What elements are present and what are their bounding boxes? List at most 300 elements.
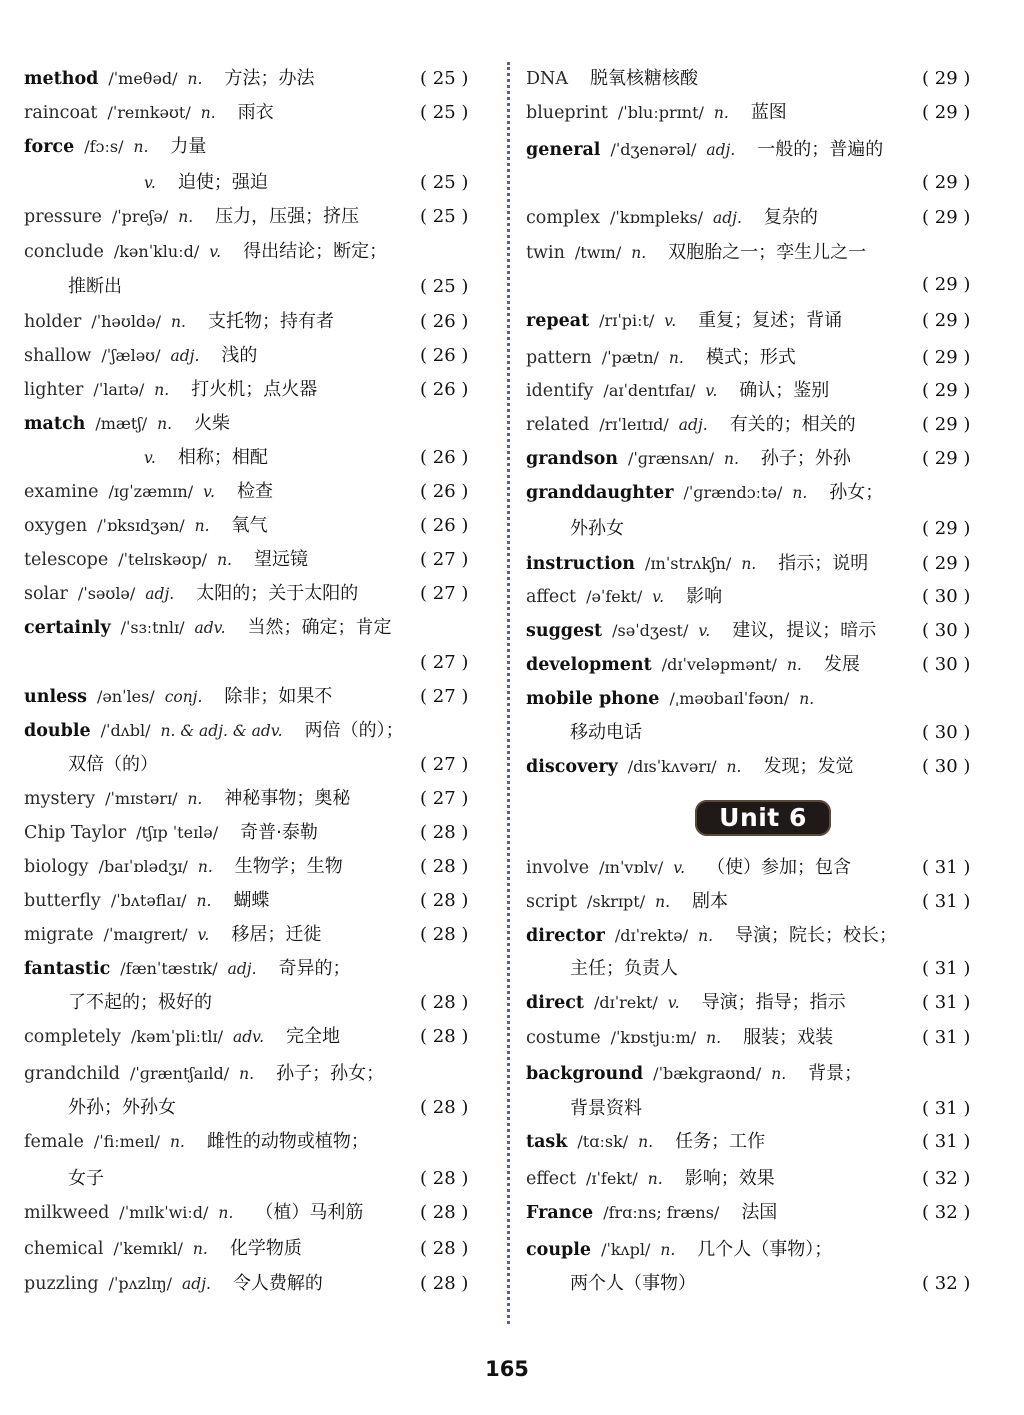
part-of-speech: adj.	[227, 960, 257, 978]
chinese-meaning: 压力，压强；挤压	[215, 206, 360, 227]
chinese-meaning: 任务；工作	[675, 1131, 766, 1152]
headword: unless	[24, 687, 87, 707]
vocab-entry	[24, 509, 268, 543]
part-of-speech: n.	[698, 927, 714, 945]
phonetic: /ˈlaɪtə/	[93, 380, 145, 399]
vocab-entry	[24, 952, 351, 986]
vocab-entry	[24, 577, 358, 611]
part-of-speech: v.	[209, 243, 222, 261]
headword: costume	[526, 1028, 601, 1048]
vocab-entry	[526, 374, 829, 408]
headword: chemical	[24, 1239, 104, 1259]
chinese-meaning: 打火机；点火器	[191, 379, 318, 400]
chinese-meaning: 检查	[236, 481, 273, 502]
phonetic: /ˈdʒenərəl/	[610, 140, 697, 159]
chinese-meaning: 力量	[170, 136, 207, 157]
page-reference: ( 31 )	[922, 857, 971, 878]
vocab-entry	[570, 716, 642, 750]
page-reference: ( 25 )	[420, 68, 469, 89]
chinese-meaning: 导演；院长；校长；	[735, 925, 898, 946]
page-reference: ( 31 )	[922, 891, 971, 912]
headword: fantastic	[24, 959, 111, 979]
headword: twin	[526, 243, 565, 263]
phonetic: /tɑːsk/	[577, 1132, 629, 1151]
phonetic: /rɪˈleɪtɪd/	[599, 415, 669, 434]
headword: conclude	[24, 242, 104, 262]
part-of-speech: n.	[631, 244, 647, 262]
page-reference: ( 29 )	[922, 448, 971, 469]
part-of-speech: n.	[169, 1133, 185, 1151]
page-reference: ( 28 )	[420, 856, 469, 877]
vocab-entry	[526, 1057, 862, 1091]
chinese-meaning: 一般的；普遍的	[757, 139, 884, 160]
headword: affect	[526, 587, 577, 607]
vocab-entry	[24, 1020, 340, 1054]
chinese-meaning: 得出结论；断定；	[243, 241, 388, 262]
part-of-speech: n.	[239, 1065, 255, 1083]
headword: migrate	[24, 925, 94, 945]
vocab-entry	[24, 816, 318, 850]
phonetic: /ˈdʌbl/	[100, 721, 151, 740]
page-reference: ( 30 )	[922, 654, 971, 675]
phonetic: /dɪˈveləpmənt/	[661, 655, 777, 674]
headword: female	[24, 1132, 84, 1152]
phonetic: /ˈɡrændɔːtə/	[683, 483, 783, 502]
page-reference: ( 26 )	[420, 481, 469, 502]
vocab-entry	[526, 96, 787, 130]
part-of-speech: adj.	[170, 347, 200, 365]
phonetic: /frɑːns; fræns/	[603, 1203, 720, 1222]
phonetic: /ɪnˈvɒlv/	[599, 858, 664, 877]
chinese-meaning: 除非；如果不	[224, 686, 333, 707]
chinese-meaning: 导演；指导；指示	[701, 992, 846, 1013]
chinese-meaning: 支托物；持有者	[207, 311, 334, 332]
chinese-meaning: 奇异的；	[278, 958, 351, 979]
page-reference: ( 32 )	[922, 1273, 971, 1294]
page-reference: ( 29 )	[922, 347, 971, 368]
phonetic: /fænˈtæstɪk/	[120, 959, 218, 978]
page-reference: ( 28 )	[420, 1273, 469, 1294]
part-of-speech: n.	[771, 1065, 787, 1083]
phonetic: /ˈbækɡraʊnd/	[653, 1064, 762, 1083]
part-of-speech: n.	[218, 1204, 234, 1222]
vocab-entry	[24, 235, 387, 269]
chinese-meaning: 服装；戏装	[743, 1027, 834, 1048]
page-reference: ( 29 )	[922, 207, 971, 228]
vocab-entry	[144, 441, 268, 475]
vocab-entry	[24, 305, 334, 339]
part-of-speech: adj.	[706, 141, 736, 159]
headword: background	[526, 1064, 644, 1084]
headword: suggest	[526, 621, 603, 641]
part-of-speech: v.	[197, 926, 210, 944]
part-of-speech: n.	[157, 415, 173, 433]
headword: pressure	[24, 207, 102, 227]
phonetic: /ˈsɜːtnlɪ/	[120, 618, 185, 637]
chinese-meaning: 令人费解的	[232, 1273, 323, 1294]
vocab-entry	[24, 918, 321, 952]
vocab-entry	[24, 884, 269, 918]
headword: milkweed	[24, 1203, 110, 1223]
part-of-speech: v.	[673, 859, 686, 877]
phonetic: /ˈmɪstərɪ/	[105, 789, 178, 808]
headword: blueprint	[526, 103, 608, 123]
chinese-meaning: 法国	[741, 1202, 778, 1223]
vocab-entry	[526, 547, 868, 581]
chinese-meaning: 影响	[686, 586, 723, 607]
vocab-entry	[526, 851, 851, 885]
vocab-entry	[526, 476, 883, 510]
phonetic: /ɪˈfekt/	[585, 1169, 638, 1188]
chinese-meaning: 影响；效果	[684, 1168, 775, 1189]
vocab-entry	[24, 339, 257, 373]
page-reference: ( 32 )	[922, 1168, 971, 1189]
chinese-meaning: 迫使；强迫	[177, 172, 268, 193]
chinese-meaning: 孙女；	[829, 482, 884, 503]
page-reference: ( 28 )	[420, 822, 469, 843]
headword: identify	[526, 381, 594, 401]
phonetic: /dɪsˈkʌvərɪ/	[627, 757, 717, 776]
part-of-speech: n.	[668, 349, 684, 367]
page-reference: ( 29 )	[922, 274, 971, 295]
headword: telescope	[24, 550, 109, 570]
headword: discovery	[526, 757, 618, 777]
headword: force	[24, 137, 75, 157]
vocab-entry	[526, 1162, 775, 1196]
phonetic: /mætʃ/	[95, 414, 148, 433]
headword: involve	[526, 858, 590, 878]
headword: mobile phone	[526, 689, 660, 709]
part-of-speech: v.	[664, 312, 677, 330]
phonetic: /ˈmaɪɡreɪt/	[103, 925, 188, 944]
part-of-speech: n.	[723, 450, 739, 468]
vocab-entry	[526, 1196, 777, 1230]
vocab-entry	[24, 680, 332, 714]
part-of-speech: n.	[655, 893, 671, 911]
page-reference: ( 29 )	[922, 414, 971, 435]
vocab-entry	[24, 850, 343, 884]
headword: script	[526, 892, 577, 912]
chinese-meaning: 确认；鉴别	[739, 380, 830, 401]
phonetic: /twɪn/	[574, 243, 622, 262]
chinese-meaning: 完全地	[286, 1026, 341, 1047]
chinese-meaning: 发展	[823, 654, 860, 675]
chinese-meaning: 两倍（的）；	[304, 720, 404, 741]
chinese-meaning: 孙子；孙女；	[276, 1063, 385, 1084]
part-of-speech: v.	[203, 483, 215, 501]
chinese-meaning: 背景资料	[570, 1098, 642, 1119]
headword: general	[526, 140, 601, 160]
page-reference: ( 28 )	[420, 924, 469, 945]
headword: examine	[24, 482, 99, 502]
page-reference: ( 27 )	[420, 583, 469, 604]
part-of-speech: n.	[200, 104, 216, 122]
vocab-entry	[526, 919, 897, 953]
headword: solar	[24, 584, 68, 604]
page-reference: ( 26 )	[420, 447, 469, 468]
headword: development	[526, 655, 652, 675]
phonetic: /ˈɡræntʃaɪld/	[129, 1064, 230, 1083]
page-reference: ( 28 )	[420, 1026, 469, 1047]
phonetic: /baɪˈɒlədʒɪ/	[98, 857, 188, 876]
vocab-entry	[24, 714, 404, 748]
phonetic: /tʃɪp ˈteɪlə/	[136, 823, 219, 842]
part-of-speech: adj.	[145, 585, 175, 603]
page-reference: ( 31 )	[922, 1131, 971, 1152]
part-of-speech: n.	[178, 208, 194, 226]
chinese-meaning: 指示；说明	[778, 553, 869, 574]
phonetic: /ˈpætn/	[601, 348, 659, 367]
chinese-meaning: 移动电话	[570, 722, 642, 743]
part-of-speech: n.	[647, 1170, 663, 1188]
part-of-speech: n.	[133, 138, 149, 156]
vocab-entry	[526, 236, 866, 270]
part-of-speech: conj.	[164, 688, 203, 706]
page-reference: ( 32 )	[922, 1202, 971, 1223]
part-of-speech: n.	[196, 892, 212, 910]
chinese-meaning: 复杂的	[763, 207, 818, 228]
part-of-speech: n.	[706, 1029, 722, 1047]
headword: director	[526, 926, 605, 946]
vocab-entry	[68, 1091, 176, 1125]
part-of-speech: adj.	[182, 1275, 211, 1293]
page-reference: ( 28 )	[420, 992, 469, 1013]
vocab-entry	[24, 782, 350, 816]
vocab-entry	[24, 1196, 363, 1230]
page-reference: ( 25 )	[420, 276, 469, 297]
page-reference: ( 29 )	[922, 518, 971, 539]
page-reference: ( 29 )	[922, 102, 971, 123]
vocab-entry	[526, 62, 698, 96]
chinese-meaning: 了不起的；极好的	[68, 992, 212, 1013]
chinese-meaning: 双倍（的）	[68, 754, 158, 775]
phonetic: /ɪnˈstrʌkʃn/	[645, 554, 732, 573]
phonetic: /ˈmɪlkˈwiːd/	[119, 1203, 209, 1222]
vocab-entry	[526, 201, 818, 235]
vocab-entry	[68, 270, 122, 304]
headword: complex	[526, 208, 600, 228]
vocab-entry	[526, 1233, 832, 1267]
chinese-meaning: 两个人（事物）	[570, 1273, 696, 1294]
page-reference: ( 31 )	[922, 1027, 971, 1048]
phonetic: /ənˈles/	[96, 687, 155, 706]
page-reference: ( 30 )	[922, 756, 971, 777]
vocab-entry	[24, 543, 308, 577]
headword: completely	[24, 1027, 121, 1047]
part-of-speech: adv.	[194, 619, 226, 637]
chinese-meaning: 雌性的动物或植物；	[206, 1131, 369, 1152]
phonetic: /ˈfiːmeɪl/	[93, 1132, 160, 1151]
phonetic: /rɪˈpiːt/	[599, 311, 655, 330]
chinese-meaning: 背景；	[808, 1063, 863, 1084]
part-of-speech: n.	[792, 484, 808, 502]
vocab-entry	[526, 304, 842, 338]
headword: granddaughter	[526, 483, 674, 503]
part-of-speech: n.	[197, 858, 213, 876]
part-of-speech: v.	[144, 449, 156, 467]
vocab-entry	[526, 614, 876, 648]
chinese-meaning: 发现；发觉	[763, 756, 854, 777]
part-of-speech: v.	[667, 994, 680, 1012]
part-of-speech: n.	[786, 656, 802, 674]
vocab-entry	[526, 133, 883, 167]
headword: grandson	[526, 449, 619, 469]
part-of-speech: adv.	[233, 1028, 265, 1046]
part-of-speech: v.	[705, 382, 718, 400]
headword: butterfly	[24, 891, 101, 911]
part-of-speech: adj.	[713, 209, 742, 227]
headword: puzzling	[24, 1274, 99, 1294]
phonetic: /ˈpʌzlɪŋ/	[108, 1274, 173, 1293]
page-reference: ( 29 )	[922, 553, 971, 574]
headword: couple	[526, 1240, 592, 1260]
chinese-meaning: 火柴	[194, 413, 231, 434]
phonetic: /ˌməʊbaɪlˈfəʊn/	[669, 689, 790, 708]
part-of-speech: n.	[638, 1133, 654, 1151]
vocab-entry	[526, 682, 814, 716]
page-reference: ( 26 )	[420, 311, 469, 332]
phonetic: /ˈʃæləʊ/	[101, 346, 161, 365]
page-reference: ( 28 )	[420, 1238, 469, 1259]
vocab-entry	[570, 1092, 642, 1126]
headword: direct	[526, 993, 584, 1013]
phonetic: /fɔːs/	[84, 137, 124, 156]
vocab-entry	[24, 62, 314, 96]
chinese-meaning: （使）参加；包含	[707, 857, 852, 878]
page-reference: ( 26 )	[420, 379, 469, 400]
headword: France	[526, 1203, 594, 1223]
phonetic: /ˈpreʃə/	[111, 207, 169, 226]
chinese-meaning: 方法；办法	[224, 68, 315, 89]
vocab-entry	[24, 130, 206, 164]
headword: shallow	[24, 346, 92, 366]
headword: match	[24, 414, 86, 434]
chinese-meaning: 浅的	[221, 345, 258, 366]
chinese-meaning: 神秘事物；奥秘	[224, 788, 351, 809]
chinese-meaning: 有关的；相关的	[729, 414, 856, 435]
chinese-meaning: 蓝图	[750, 102, 787, 123]
phonetic: /ˈhəʊldə/	[91, 312, 162, 331]
chinese-meaning: 太阳的；关于太阳的	[196, 583, 359, 604]
part-of-speech: v.	[652, 588, 665, 606]
vocab-entry	[24, 1125, 369, 1159]
phonetic: /səˈdʒest/	[612, 621, 689, 640]
vocab-entry	[24, 407, 230, 441]
chinese-meaning: 相称；相配	[177, 447, 268, 468]
page-reference: ( 28 )	[420, 1168, 469, 1189]
vocab-entry	[24, 611, 392, 645]
headword: lighter	[24, 380, 84, 400]
chinese-meaning: 推断出	[68, 276, 122, 297]
headword: certainly	[24, 618, 111, 638]
page-reference: ( 31 )	[922, 1098, 971, 1119]
part-of-speech: n. & adj. & adv.	[160, 722, 283, 740]
page-reference: ( 29 )	[922, 380, 971, 401]
vocab-entry	[68, 1162, 104, 1196]
chinese-meaning: 女子	[68, 1168, 104, 1189]
vocab-entry	[68, 748, 158, 782]
unit-heading-badge: Unit 6	[695, 800, 831, 836]
page-reference: ( 28 )	[420, 1202, 469, 1223]
phonetic: /ˈtelɪskəʊp/	[118, 550, 208, 569]
page-reference: ( 27 )	[420, 686, 469, 707]
phonetic: /skrɪpt/	[586, 892, 646, 911]
phonetic: /dɪˈrekt/	[593, 993, 658, 1012]
chinese-meaning: 望远镜	[254, 549, 308, 570]
page-reference: ( 29 )	[922, 310, 971, 331]
page-reference: ( 30 )	[922, 586, 971, 607]
chinese-meaning: 几个人（事物）；	[697, 1239, 833, 1260]
vocab-entry	[24, 1267, 323, 1301]
phonetic: /ɪɡˈzæmɪn/	[108, 482, 194, 501]
page-reference: ( 31 )	[922, 992, 971, 1013]
page-reference: ( 27 )	[420, 754, 469, 775]
chinese-meaning: 外孙；外孙女	[68, 1097, 176, 1118]
headword: oxygen	[24, 516, 88, 536]
vocab-entry	[24, 1232, 302, 1266]
headword: method	[24, 69, 99, 89]
chinese-meaning: （植）马利筋	[255, 1202, 364, 1223]
phonetic: /ˈkɒstjuːm/	[610, 1028, 697, 1047]
headword: effect	[526, 1169, 576, 1189]
headword: task	[526, 1132, 568, 1152]
chinese-meaning: 建议，提议；暗示	[732, 620, 877, 641]
vocab-entry	[526, 1125, 765, 1159]
vocab-entry	[526, 885, 728, 919]
part-of-speech: n.	[187, 70, 203, 88]
page-reference: ( 26 )	[420, 515, 469, 536]
page-reference: ( 25 )	[420, 172, 469, 193]
chinese-meaning: 脱氧核糖核酸	[589, 68, 698, 89]
part-of-speech: n.	[741, 555, 757, 573]
page-number: 165	[485, 1357, 529, 1381]
part-of-speech: n.	[154, 381, 170, 399]
part-of-speech: n.	[194, 517, 210, 535]
vocab-entry	[24, 1057, 384, 1091]
column-divider	[507, 62, 510, 1324]
phonetic: /ˈɒksɪdʒən/	[97, 516, 185, 535]
page-reference: ( 29 )	[922, 68, 971, 89]
phonetic: /ˈkɒmpleks/	[609, 208, 703, 227]
chinese-meaning: 模式；形式	[705, 347, 796, 368]
vocab-entry	[526, 750, 853, 784]
vocab-entry	[526, 408, 856, 442]
vocab-entry	[526, 580, 722, 614]
phonetic: /ˈkʌpl/	[601, 1240, 651, 1259]
vocab-entry	[24, 373, 317, 407]
phonetic: /ˈbʌtəflaɪ/	[110, 891, 187, 910]
page-reference: ( 27 )	[420, 549, 469, 570]
headword: related	[526, 415, 590, 435]
headword: pattern	[526, 348, 592, 368]
part-of-speech: n.	[713, 104, 729, 122]
headword: grandchild	[24, 1064, 120, 1084]
page-reference: ( 31 )	[922, 958, 971, 979]
vocab-entry	[526, 648, 860, 682]
chinese-meaning: 移居；迁徙	[231, 924, 322, 945]
page-reference: ( 30 )	[922, 620, 971, 641]
headword: raincoat	[24, 103, 98, 123]
part-of-speech: n.	[171, 313, 186, 331]
vocab-entry	[68, 986, 212, 1020]
headword: holder	[24, 312, 82, 332]
chinese-meaning: 双胞胎之一；孪生儿之一	[668, 242, 867, 263]
page-reference: ( 27 )	[420, 788, 469, 809]
chinese-meaning: 氧气	[231, 515, 268, 536]
phonetic: /ˈkemɪkl/	[113, 1239, 183, 1258]
vocab-entry	[526, 1021, 833, 1055]
page-reference: ( 28 )	[420, 890, 469, 911]
